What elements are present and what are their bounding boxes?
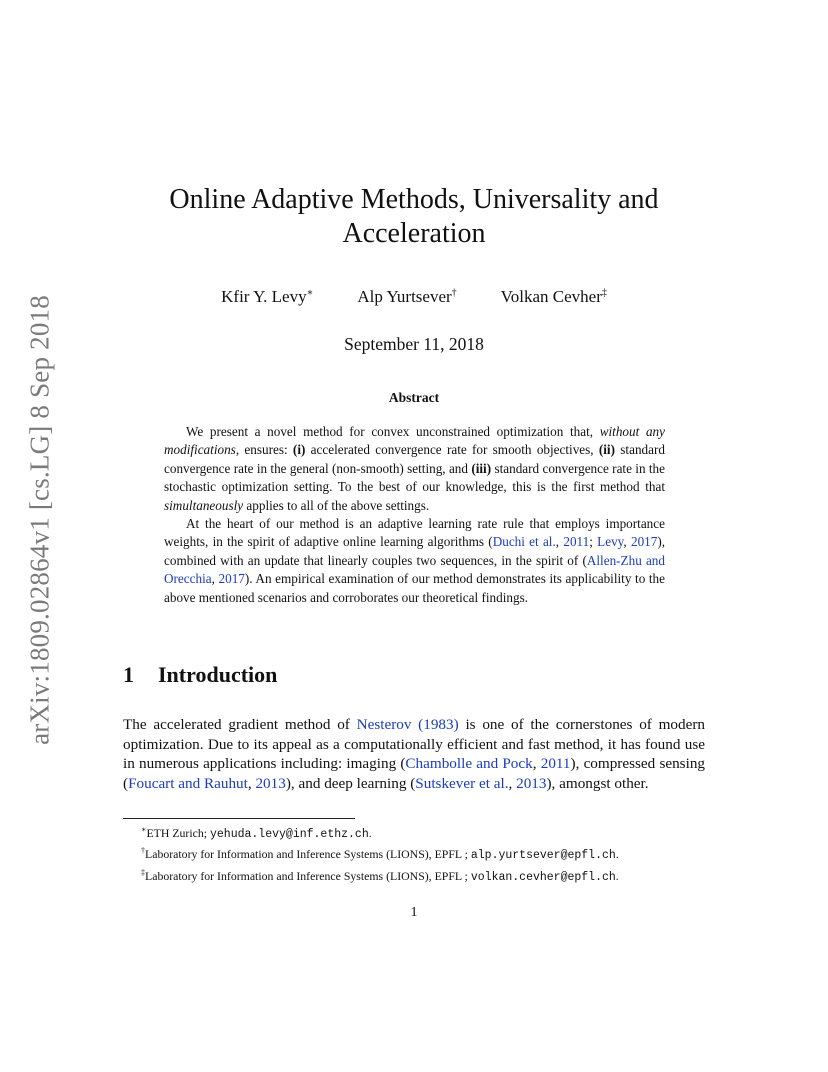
citation-link[interactable]: 2013 (516, 774, 547, 792)
section-heading (123, 662, 277, 688)
email-address[interactable]: yehuda.levy@inf.ethz.ch (210, 827, 369, 841)
citation-link[interactable]: 2017 (630, 534, 658, 550)
footnote-mark: † (141, 846, 145, 856)
citation-link[interactable]: 2013 (255, 774, 286, 792)
paper-title: Online Adaptive Methods, Universality and Acceleration (169, 184, 659, 249)
citation-link[interactable]: Allen-Zhu and Orecchia (164, 552, 665, 587)
footnote-mark: ‡ (141, 867, 145, 877)
footnote-mark: ∗ (141, 825, 147, 834)
footnote-divider (123, 818, 355, 819)
author: Alp Yurtsever† (357, 287, 457, 306)
author-list (120, 287, 708, 307)
page-number: 1 (410, 905, 418, 920)
footnote: ‡Laboratory for Information and Inference Systems (LIONS), EPFL ; volkan.cevher@epfl.ch. (141, 867, 619, 884)
body-paragraph: The accelerated gradient method of Nesterov (1983) is one of the cornerstones of modern optimization. Due to its appeal as a computationally efficient and fast method, it has found use in numerous applications including: imaging (Chambolle and Pock, 2011), compressed sensing (Foucart and Rauhut, 2013), and deep learning (Sutskever et al., 2013), amongst other. (123, 716, 706, 792)
citation-link[interactable]: Sutskever et al. (415, 774, 509, 792)
citation-link[interactable]: 2017 (218, 571, 245, 587)
arxiv-id-stamp: arXiv:1809.02864v1 [cs.LG] 8 Sep 2018 (24, 295, 55, 745)
introduction-body (123, 715, 705, 793)
abstract-paragraph: At the heart of our method is an adaptive learning rate rule that employs importance weights, in the spirit of adaptive online learning algorithms (Duchi et al., 2011; Levy, 2017), combined with an update that linearly couples two sequences, in the spirit of (Allen-Zhu and Orecchia, 2017). An empirical examination of our method demonstrates its applicability to the above mentioned scenarios and corroborates our theoretical findings. (164, 516, 666, 605)
citation-link[interactable]: 2011 (563, 534, 590, 550)
author-footnote-mark[interactable]: ‡ (601, 287, 607, 299)
footnotes (141, 822, 721, 886)
email-address[interactable]: volkan.cevher@epfl.ch (470, 870, 616, 884)
email-address[interactable]: alp.yurtsever@epfl.ch (470, 849, 616, 863)
abstract-paragraph: We present a novel method for convex unconstrained optimization that, without any modifications, ensures: (i) accelerated convergence rate for smooth objectives, (ii) standard convergence rate in the general (non-smooth) setting, and (iii) standard convergence rate in the stochastic optimization setting. To the best of our knowledge, this is the first method that simultaneously applies to all of the above settings. (164, 424, 665, 513)
citation-link[interactable]: Chambolle and Pock (405, 755, 533, 772)
author: Volkan Cevher‡ (500, 287, 607, 306)
citation-link[interactable]: Duchi et al. (492, 534, 556, 550)
section-number: 1 (123, 662, 134, 687)
footnote: †Laboratory for Information and Inference Systems (LIONS), EPFL ; alp.yurtsever@epfl.ch. (141, 846, 619, 863)
citation-link[interactable]: Nesterov (1983) (356, 716, 459, 733)
section-title: Introduction (158, 662, 278, 687)
abstract-heading: Abstract (388, 390, 440, 405)
footnote: ∗ETH Zurich; yehuda.levy@inf.ethz.ch. (141, 825, 372, 841)
author-footnote-mark[interactable]: ∗ (306, 287, 314, 299)
abstract-body (164, 423, 665, 607)
citation-link[interactable]: Levy (597, 534, 624, 550)
citation-link[interactable]: Foucart and Rauhut (128, 774, 248, 792)
citation-link[interactable]: 2011 (540, 755, 571, 772)
author: Kfir Y. Levy∗ (221, 287, 314, 306)
paper-date: September 11, 2018 (344, 334, 484, 354)
author-footnote-mark[interactable]: † (451, 287, 457, 299)
